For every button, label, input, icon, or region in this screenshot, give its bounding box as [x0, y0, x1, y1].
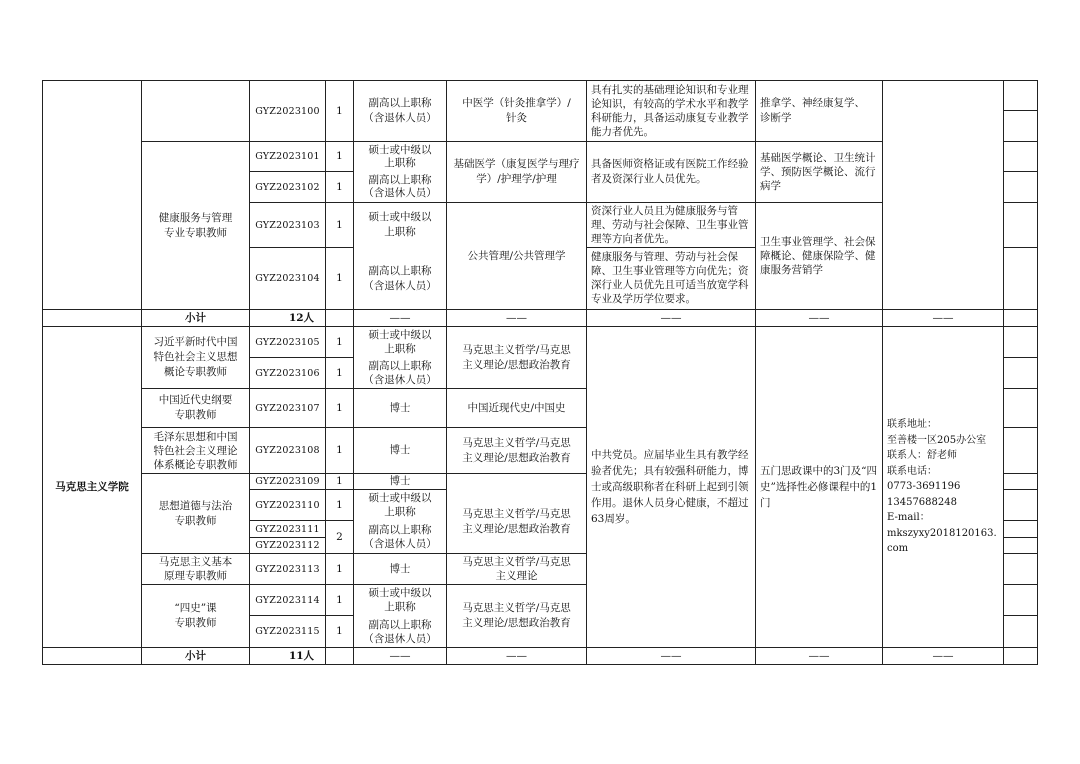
- dash: ——: [389, 311, 411, 324]
- post-name: 习近平新时代中国 特色社会主义思想 概论专职教师: [153, 336, 238, 378]
- post-code: GYZ2023112: [255, 540, 320, 551]
- title-requirement: 硕士或中级以 上职称: [368, 211, 432, 238]
- course: 推拿学、神经康复学、 诊断学: [760, 97, 865, 124]
- title-requirement: 副高以上职称 （含退休人员）: [363, 524, 437, 550]
- post-code: GYZ2023101: [255, 151, 320, 162]
- post-name: “四史”课 专职教师: [174, 602, 217, 629]
- title-requirement: 硕士或中级以 上职称: [368, 143, 432, 169]
- dash: ——: [389, 649, 411, 662]
- post-name: 中国近代史纲要 专职教师: [158, 394, 233, 421]
- subtotal-count: 11人: [288, 649, 315, 662]
- headcount: 1: [336, 218, 343, 231]
- dash: ——: [808, 649, 830, 662]
- post-name: 毛泽东思想和中国 特色社会主义理论 体系概论专职教师: [153, 430, 238, 471]
- post-code: GYZ2023100: [255, 105, 320, 117]
- course: 卫生事业管理学、社会保障概论、健康保险学、健康服务营销学: [760, 236, 876, 276]
- other-requirement: 具有扎实的基础理论知识和专业理论知识，有较高的学术水平和教学科研能力，具备运动康复专业教学能力者优先。: [591, 83, 749, 138]
- headcount: 1: [336, 180, 343, 193]
- post-code: GYZ2023107: [255, 402, 320, 414]
- post-name: 马克思主义基本 原理专职教师: [158, 556, 233, 582]
- headcount: 1: [336, 498, 343, 511]
- dash: ——: [506, 311, 527, 324]
- dash: ——: [660, 649, 682, 662]
- title-requirement: 博士: [389, 401, 411, 414]
- major-requirement: 中国近现代史/中国史: [467, 401, 566, 414]
- title-requirement: 副高以上职称 （含退休人员）: [363, 360, 437, 386]
- subtotal-count: 12人: [288, 311, 315, 324]
- other-requirement: 资深行业人员且为健康服务与管理、劳动与社会保障、卫生事业管理等方向者优先。: [591, 204, 749, 245]
- post-name: 健康服务与管理 专业专职教师: [158, 211, 233, 239]
- title-requirement: 博士: [389, 444, 411, 456]
- course: 五门思政课中的3门及“四史”选择性必修课程中的1门: [760, 465, 878, 509]
- major-requirement: 马克思主义哲学/马克思 主义理论: [462, 556, 571, 582]
- other-requirement: 中共党员。应届毕业生具有教学经验者优先；具有较强科研能力，博士或高级职称者在科研上起到引领作用。退休人员身心健康，不超过63周岁。: [591, 449, 749, 525]
- department-name: 马克思主义学院: [55, 480, 129, 493]
- post-code: GYZ2023105: [255, 336, 320, 348]
- major-requirement: 马克思主义哲学/马克思 主义理论/思想政治教育: [462, 507, 571, 535]
- major-requirement: 中医学（针灸推拿学）/ 针灸: [462, 97, 571, 124]
- dash: ——: [932, 311, 954, 324]
- major-requirement: 马克思主义哲学/马克思 主义理论/思想政治教育: [462, 343, 571, 371]
- post-code: GYZ2023111: [255, 523, 320, 535]
- title-requirement: 博士: [389, 475, 411, 487]
- dash: ——: [660, 311, 682, 324]
- headcount: 1: [336, 444, 343, 456]
- post-code: GYZ2023103: [255, 219, 320, 231]
- major-requirement: 马克思主义哲学/马克思 主义理论/思想政治教育: [462, 436, 571, 464]
- other-requirement: 具备医师资格证或有医院工作经验者及资深行业人员优先。: [591, 158, 749, 185]
- major-requirement: 基础医学（康复医学与理疗学）/护理学/护理: [453, 158, 580, 185]
- headcount: 1: [336, 366, 343, 379]
- title-requirement: 博士: [389, 562, 411, 575]
- subtotal-label: 小计: [185, 311, 206, 324]
- post-code: GYZ2023110: [255, 499, 320, 511]
- headcount: 1: [336, 335, 343, 348]
- post-code: GYZ2023115: [255, 626, 320, 637]
- post-code: GYZ2023102: [255, 181, 320, 193]
- headcount: 1: [336, 272, 343, 284]
- dash: ——: [932, 649, 954, 662]
- major-requirement: 马克思主义哲学/马克思 主义理论/思想政治教育: [462, 602, 571, 629]
- title-requirement: 副高以上职称 （含退休人员）: [363, 618, 437, 645]
- subtotal-label: 小计: [185, 649, 206, 662]
- title-requirement: 硕士或中级以 上职称: [368, 587, 432, 613]
- headcount: 1: [336, 475, 343, 487]
- headcount: 1: [336, 625, 343, 637]
- post-code: GYZ2023108: [255, 445, 320, 456]
- major-requirement: 公共管理/公共管理学: [467, 249, 566, 262]
- headcount: 1: [336, 593, 343, 606]
- headcount: 2: [336, 530, 343, 543]
- headcount: 1: [336, 401, 343, 414]
- headcount: 1: [336, 150, 343, 162]
- title-requirement: 副高以上职称 （含退休人员）: [363, 174, 437, 199]
- contact-info: 联系地址： 至善楼一区205办公室 联系人：舒老师 联系电话： 0773-3691196 13457688248 E-mail： mkszyxy2018120163. com: [887, 419, 997, 555]
- other-requirement: 健康服务与管理、劳动与社会保障、卫生事业管理等方向优先；资深行业人员优先且可适当放宽学科专业及学历学位要求。: [591, 251, 749, 305]
- post-name: 思想道德与法治 专职教师: [158, 499, 233, 527]
- post-code: GYZ2023104: [255, 273, 320, 284]
- title-requirement: 副高以上职称 （含退休人员）: [363, 97, 437, 124]
- title-requirement: 硕士或中级以 上职称: [368, 492, 432, 518]
- post-code: GYZ2023109: [255, 476, 320, 487]
- post-code: GYZ2023113: [255, 563, 320, 575]
- dash: ——: [506, 649, 527, 662]
- headcount: 1: [336, 104, 343, 117]
- course: 基础医学概论、卫生统计学、预防医学概论、流行病学: [760, 152, 876, 192]
- title-requirement: 副高以上职称 （含退休人员）: [363, 264, 437, 292]
- dash: ——: [808, 311, 830, 324]
- headcount: 1: [336, 562, 343, 575]
- title-requirement: 硕士或中级以 上职称: [368, 329, 432, 355]
- post-code: GYZ2023106: [255, 367, 320, 379]
- post-code: GYZ2023114: [255, 594, 320, 606]
